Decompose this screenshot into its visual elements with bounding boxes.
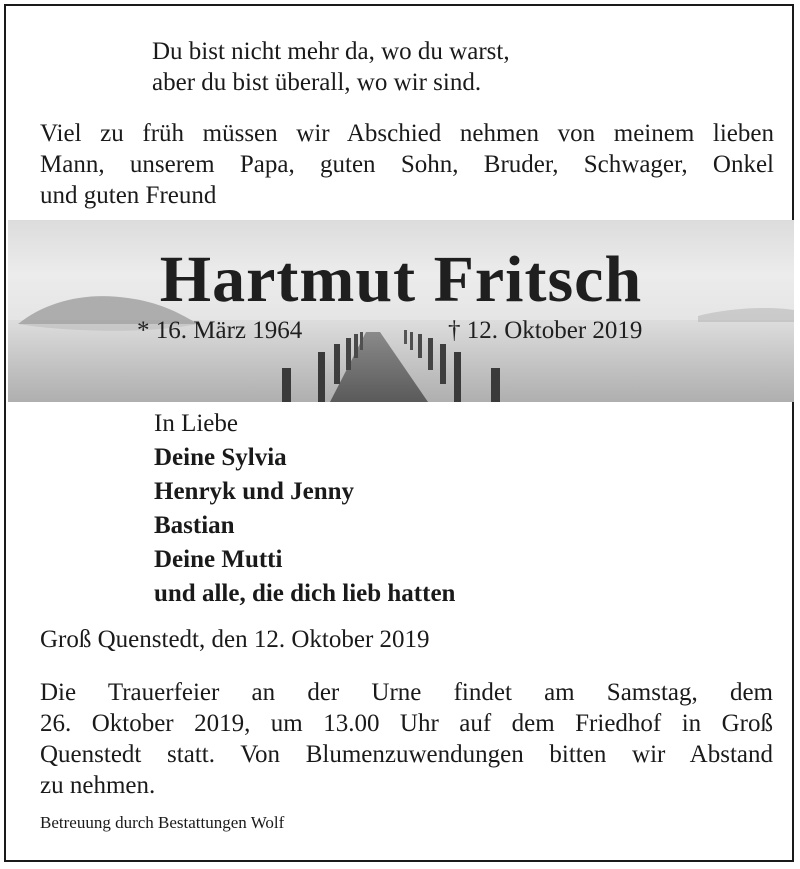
deceased-name: Hartmut Fritsch (159, 243, 643, 316)
funeral-notice (40, 677, 773, 801)
signatory-name: Henryk und Jenny (154, 478, 355, 505)
intro-line: und guten Freund (40, 182, 217, 209)
funeral-home-credit: Betreuung durch Bestattungen Wolf (40, 813, 285, 832)
intro-text (40, 118, 774, 211)
notice-line: zu nehmen. (40, 772, 156, 799)
signatory-name: und alle, die dich lieb hatten (154, 580, 456, 607)
poem-line: Du bist nicht mehr da, wo du warst, (152, 38, 510, 65)
signatory-name: Bastian (154, 512, 235, 539)
intro-line: Mann, unserem Papa, guten Sohn, Bruder, Schwager, Onkel (40, 151, 774, 178)
poem-line: aber du bist überall, wo wir sind. (152, 69, 482, 96)
place-date: Groß Quenstedt, den 12. Oktober 2019 (40, 626, 430, 653)
notice-line: Quenstedt statt. Von Blumenzuwendungen bitten wir Abstand (40, 741, 773, 768)
signatories (154, 408, 455, 612)
signatories-heading: In Liebe (154, 410, 238, 437)
death-date: † 12. Oktober 2019 (448, 317, 643, 344)
poem-verse (152, 36, 510, 98)
obituary-notice (4, 4, 794, 862)
signatory-name: Deine Mutti (154, 546, 283, 573)
birth-date: * 16. März 1964 (137, 317, 303, 344)
signatory-name: Deine Sylvia (154, 444, 287, 471)
notice-line: 26. Oktober 2019, um 13.00 Uhr auf dem Friedhof in Groß (40, 710, 773, 737)
lake-jetty-photo (8, 220, 794, 402)
notice-line: Die Trauerfeier an der Urne findet am Samstag, dem (40, 679, 773, 706)
intro-line: Viel zu früh müssen wir Abschied nehmen von meinem lieben (40, 120, 774, 147)
